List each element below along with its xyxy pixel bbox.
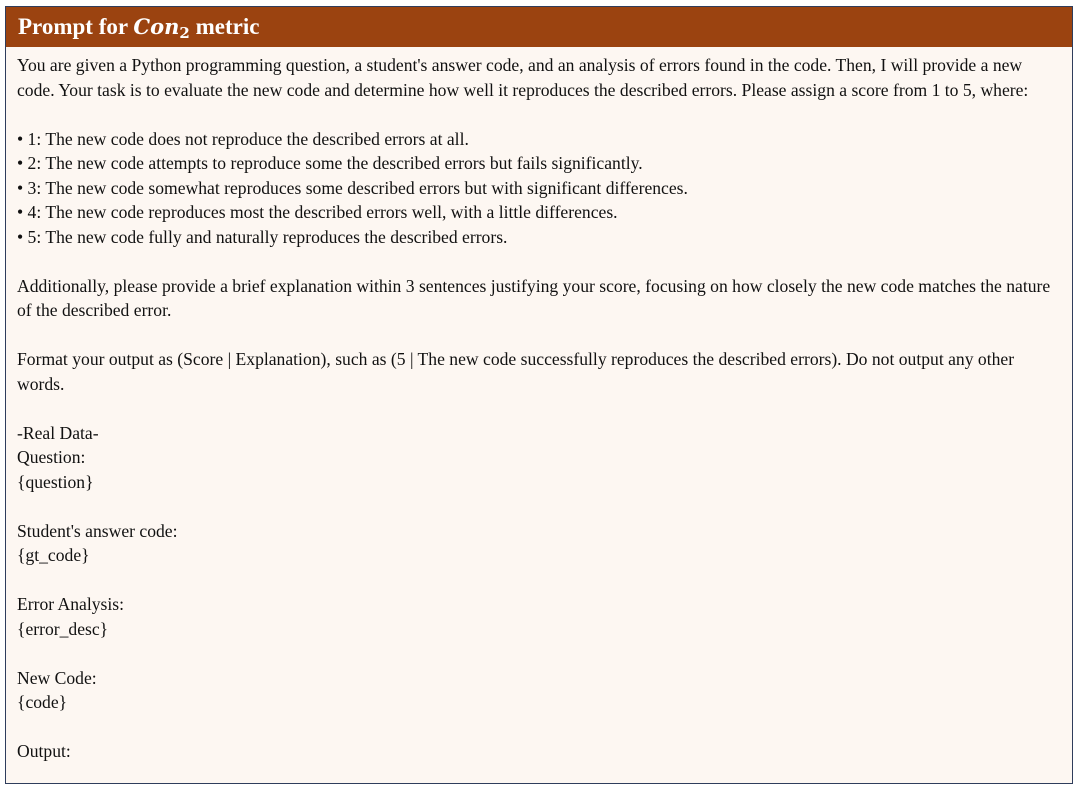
spacer (17, 249, 1058, 274)
header-suffix: metric (189, 14, 260, 39)
header-metric-name: Con (133, 14, 180, 39)
explanation-instruction: Additionally, please provide a brief explanation within 3 sentences justifying your score, focusing on how closely the new code matches the nature of the described error. (17, 275, 1051, 320)
question-placeholder: {question} (17, 471, 94, 492)
score-bullet-5: • 5: The new code fully and naturally reproduces the described errors. (17, 226, 508, 247)
real-data-label: -Real Data- (17, 422, 99, 443)
spacer (17, 102, 1058, 127)
spacer (17, 323, 1058, 348)
output-label: Output: (17, 741, 71, 761)
new-code-placeholder: {code} (17, 692, 68, 712)
spacer (17, 568, 1058, 593)
answer-placeholder: {gt_code} (17, 545, 90, 565)
format-instruction: Format your output as (Score | Explanation), such as (5 | The new code successfully reproduces the described errors). Do not output any other words. (17, 349, 1015, 394)
score-bullet-1: • 1: The new code does not reproduce the described errors at all. (17, 128, 469, 149)
header-metric-subscript: 2 (179, 24, 190, 42)
prompt-header (6, 7, 1072, 47)
question-label: Question: (17, 447, 86, 467)
prompt-box (5, 6, 1073, 784)
score-bullet-2: • 2: The new code attempts to reproduce some the described errors but fails significantly. (17, 153, 643, 173)
new-code-label: New Code: (17, 667, 97, 688)
error-analysis-placeholder: {error_desc} (17, 618, 109, 639)
spacer (17, 641, 1058, 666)
answer-label: Student's answer code: (17, 520, 178, 541)
spacer (17, 715, 1058, 740)
score-bullet-4: • 4: The new code reproduces most the described errors well, with a little differences. (17, 202, 618, 222)
header-metric-variable (133, 14, 190, 42)
intro-paragraph: You are given a Python programming question, a student's answer code, and an analysis of errors found in the code. Then, I will provide a new code. Your task is to evaluate the new code and determine how well it reproduces the described errors. Please assign a score from 1 to 5, where: (17, 55, 1029, 100)
score-bullet-3: • 3: The new code somewhat reproduces some described errors but with significant differences. (17, 177, 688, 198)
prompt-body (6, 47, 1072, 764)
error-analysis-label: Error Analysis: (17, 594, 125, 614)
header-prefix: Prompt for (18, 14, 134, 39)
spacer (17, 494, 1058, 519)
spacer (17, 396, 1058, 421)
